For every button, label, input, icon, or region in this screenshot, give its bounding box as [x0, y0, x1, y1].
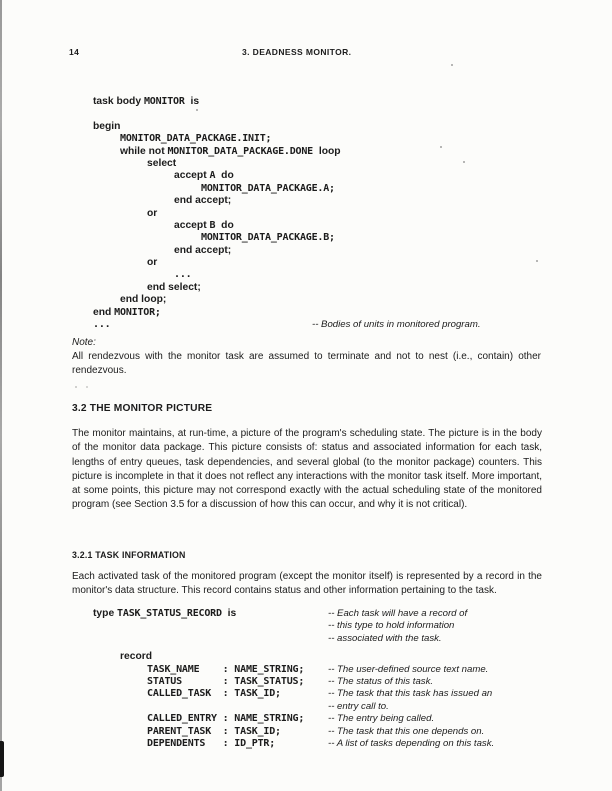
- code-comment: -- The status of this task.: [328, 675, 434, 687]
- code-line: [93, 121, 341, 133]
- code-keyword: record: [120, 651, 153, 663]
- code-keyword: end select;: [147, 281, 201, 293]
- code-keyword: accept: [174, 170, 210, 182]
- note-text: All rendezvous with the monitor task are assumed to terminate and not to nest (i.e., contain) other rendezvous.: [72, 351, 541, 377]
- code-line: [93, 158, 341, 170]
- code-line: [93, 737, 495, 750]
- code-line: [93, 700, 389, 713]
- code-line: [93, 713, 435, 725]
- code-line: [93, 307, 341, 319]
- code-blank-line: [93, 108, 341, 120]
- code-identifier: CALLED_ENTRY : NAME_STRING;: [147, 713, 305, 725]
- scan-blotch-artifact: [0, 741, 4, 777]
- code-comment: -- entry call to.: [328, 700, 389, 712]
- code-identifier: TASK_NAME : NAME_STRING;: [147, 663, 305, 675]
- code-comment: -- The task that this task has issued an: [328, 688, 493, 700]
- code-identifier: TASK_STATUS_RECORD: [117, 608, 228, 619]
- code-comment: -- The user-defined source text name.: [328, 663, 489, 675]
- code-line: [93, 245, 341, 257]
- code-keyword: task body: [93, 96, 144, 107]
- code-comment: -- The task that this one depends on.: [328, 725, 485, 737]
- code-identifier: MONITOR_DATA_PACKAGE.DONE: [167, 145, 319, 157]
- code-line: [93, 319, 481, 331]
- code-identifier: DEPENDENTS : ID_PTR;: [147, 737, 276, 749]
- code-identifier: B: [209, 219, 222, 231]
- code-line: [93, 663, 489, 676]
- code-line: [93, 269, 341, 281]
- code-keyword: or: [147, 257, 158, 269]
- code-identifier: STATUS : TASK_STATUS;: [147, 675, 305, 687]
- code-identifier: MONITOR;: [114, 306, 161, 318]
- code-line: [93, 220, 341, 232]
- code-identifier: A: [209, 170, 222, 182]
- note-label: Note:: [72, 337, 96, 348]
- code-keyword: begin: [93, 120, 121, 132]
- code-line: [93, 96, 341, 108]
- code-keyword: end: [93, 306, 115, 318]
- code-line: [93, 688, 493, 700]
- code-line: [93, 608, 468, 620]
- code-identifier: PARENT_TASK : TASK_ID;: [147, 725, 281, 737]
- code-keyword: accept: [174, 219, 210, 231]
- code-line: [93, 257, 341, 269]
- code-keyword: or: [147, 207, 158, 219]
- code-line: [93, 725, 485, 738]
- code-line: [93, 632, 442, 645]
- code-comment: -- Each task will have a record of: [328, 608, 468, 619]
- monitor-code-block: [93, 96, 481, 331]
- page-number: 14: [69, 47, 80, 57]
- code-identifier: CALLED_TASK : TASK_ID;: [147, 688, 281, 700]
- code-keyword: end accept;: [174, 195, 232, 207]
- code-comment: -- The entry being called.: [328, 713, 435, 725]
- paragraph-3-2-1: Each activated task of the monitored program (except the monitor itself) is represented by a record in the monitor's data structure. This record contains status and other information pertaining to the task.: [72, 571, 542, 597]
- scan-speck: [75, 386, 77, 388]
- code-line: [93, 282, 341, 294]
- code-keyword: is: [190, 96, 200, 107]
- code-line: [93, 651, 304, 663]
- scan-edge-artifact: [0, 0, 2, 791]
- code-line: [93, 208, 341, 220]
- code-line: [93, 133, 341, 145]
- code-identifier: MONITOR_DATA_PACKAGE.A;: [201, 182, 335, 194]
- scan-speck: [451, 64, 453, 66]
- code-line: [93, 675, 434, 688]
- code-keyword: end accept;: [174, 244, 232, 256]
- code-identifier: MONITOR_DATA_PACKAGE.B;: [201, 232, 335, 244]
- code-identifier: ...: [174, 269, 192, 281]
- code-keyword: loop: [318, 145, 341, 157]
- code-keyword: select: [147, 157, 177, 169]
- scan-speck: [536, 260, 538, 262]
- code-keyword: is: [227, 608, 237, 619]
- code-line: [93, 195, 341, 207]
- code-keyword: end loop;: [120, 294, 167, 306]
- code-line: [93, 294, 341, 306]
- section-heading-3-2-1: 3.2.1 TASK INFORMATION: [72, 550, 186, 560]
- code-line: [93, 620, 455, 632]
- code-keyword: do: [221, 170, 234, 182]
- code-line: [93, 183, 341, 195]
- section-heading-3-2: 3.2 THE MONITOR PICTURE: [72, 403, 213, 414]
- code-keyword: type: [93, 608, 118, 619]
- code-line: [93, 232, 341, 244]
- code-identifier: MONITOR: [143, 96, 191, 107]
- code-line: [93, 170, 341, 182]
- paragraph-3-2: The monitor maintains, at run-time, a picture of the program's scheduling state. The picture is in the body of the monitor data package. This picture consists of: status and associated information for each task, lengths of entry queues, task dependencies, and several global (to the monitor package) counters. This picture is incomplete in that it does not reflect any interactions with the monitor task itself. More important, at some points, this picture may not correspond exactly with the actual scheduling state of the monitored program (see Section 3.5 for a discussion of how this can occur, and why it is not critical).: [72, 428, 542, 511]
- code-line: [93, 146, 341, 158]
- scan-speck: [440, 146, 442, 148]
- code-comment: -- associated with the task.: [328, 632, 442, 644]
- running-header: 3. DEADNESS MONITOR.: [242, 47, 352, 57]
- record-code-block: [93, 608, 495, 750]
- code-comment: -- A list of tasks depending on this task.: [328, 737, 495, 749]
- code-comment: -- this type to hold information: [328, 620, 455, 632]
- code-identifier: ...: [93, 319, 111, 331]
- scan-speck: [86, 386, 88, 388]
- scan-speck: [463, 161, 465, 163]
- code-keyword: while not: [120, 145, 168, 157]
- code-keyword: do: [221, 219, 234, 231]
- code-comment: -- Bodies of units in monitored program.: [312, 319, 481, 331]
- code-identifier: MONITOR_DATA_PACKAGE.INIT;: [120, 133, 272, 145]
- note-block: [72, 336, 541, 379]
